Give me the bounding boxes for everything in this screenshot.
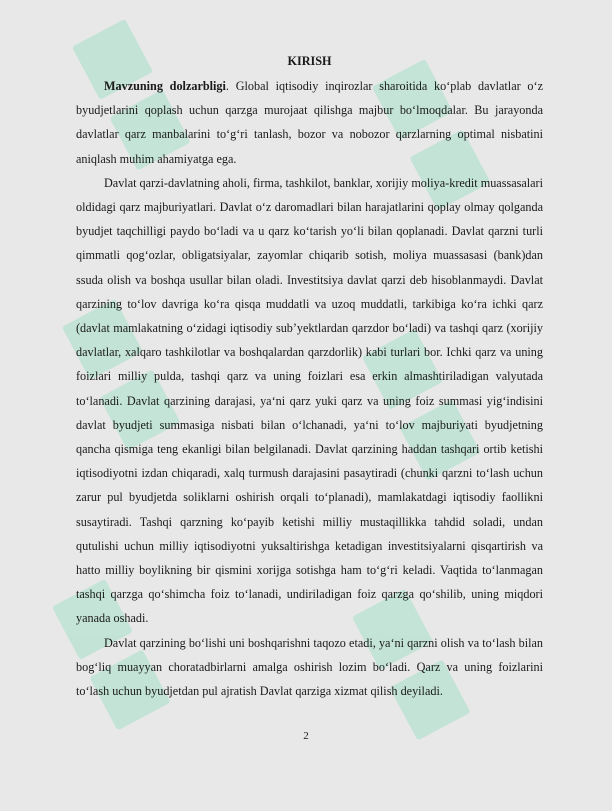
paragraph-lead: Mavzuning dolzarbligi: [104, 79, 226, 93]
paragraph-relevance: [76, 74, 543, 171]
paragraph-text: Davlat qarzi-davlatning aholi, firma, tashkilot, banklar, xorijiy moliya-kredit muassasalari oldidagi qarz majburiyatlari. Davlat o‘z daromadlari bilan harajatlarini qoplay olmay qolganda byudjet taqchilligi paydo bo‘ladi va u qarz ko‘tarish yo‘li bilan qoplanadi. Davlat qarzni turli qimmatli qog‘ozlar, obligatsiyalar, zayomlar chiqarib sotish, moliya muassasasi (bank)dan ssuda olish va boshqa usullar bilan oladi. Investitsiya davlat qarzi deb hisoblanmaydi. Davlat qarzining to‘lov davriga ko‘ra qisqa muddatli va uzoq muddatli, tarkibiga ko‘ra ichki qarz (davlat mamlakatning o‘zidagi iqtisodiy sub’yektlardan qarzdor bo‘ladi) va tashqi qarz (xorijiy davlatlar, xalqaro tashkilotlar va boshqalardan qarzdorlik) kabi turlari bor. Ichki qarz va uning foizlari milliy pulda, tashqi qarz va uning foizlari esa erkin almashtiriladigan valyutada to‘lanadi. Davlat qarzining darajasi, ya‘ni qarz yuki qarz va uning foiz summasi yig‘indisini davlat byudjeti summasiga nisbati bilan o‘lchanadi, ya‘ni to‘lov majburiyati byudjetning qancha qismiga teng ekanligi bilan belgilanadi. Davlat qarzining haddan tashqari ortib ketishi iqtisodiyotni izdan chiqaradi, xalq turmush darajasini pasaytiradi (chunki qarzni to‘lash uchun zarur pul byudjetda soliklarni oshirish orqali to‘planadi), mamlakatdagi iqtisodiy faollikni susaytiradi. Tashqi qarzning ko‘payib ketishi milliy mustaqillikka tahdid soladi, undan qutulishi uchun milliy iqtisodiyotni yuksaltirishga ketadigan investitsiyalarni qisqartirish va hatto milliy boylikning bir qismini xorijga sotishga ham to‘g‘ri keladi. Vaqtida to‘lanmagan tashqi qarzga qo‘shimcha foiz to‘lanadi, undiriladigan foiz qarzga qo‘shilib, uning miqdori yanada oshadi.: [76, 175, 543, 626]
page-number: 2: [303, 730, 309, 742]
paragraph-definition: [76, 171, 543, 631]
page-heading: KIRISH: [287, 54, 332, 68]
paragraph-text: . Global iqtisodiy inqirozlar sharoitida ko‘plab davlatlar o‘z byudjetlarini qoplash uchun qarzga murojaat qilishga majbur bo‘lmoqdalar. Bu jarayonda davlatlar qarz manbalarini to‘g‘ri tanlash, bozor va nobozor qarzlarning optimal nisbatini aniqlash muhim ahamiyatga ega.: [76, 79, 543, 166]
paragraph-text: Davlat qarzining bo‘lishi uni boshqarishni taqozo etadi, ya‘ni qarzni olish va to‘lash bilan bog‘liq muayyan choratadbirlarni amalga oshirish lozim bo‘ladi. Qarz va uning foizlarini to‘lash uchun byudjetdan pul ajratish Davlat qarziga xizmat qilish deyiladi.: [76, 635, 543, 699]
document-body: [76, 52, 543, 703]
paragraph-management: [76, 631, 543, 704]
